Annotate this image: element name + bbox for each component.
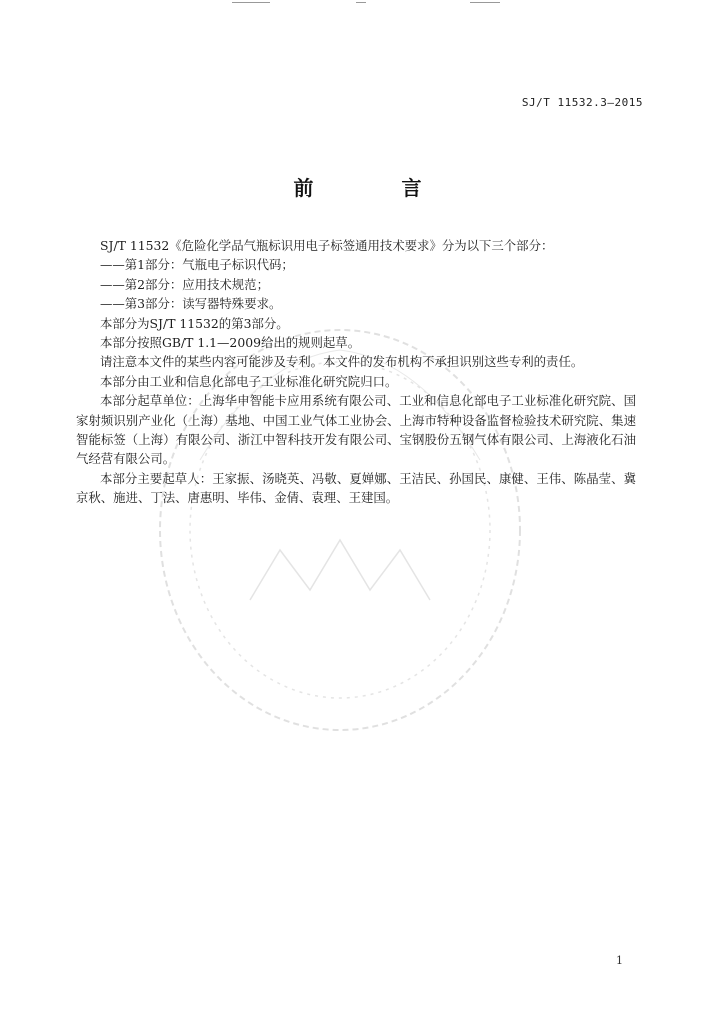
standard-code: SJ/T 11532.3—2015 (521, 96, 643, 109)
paragraph-drafting-rules: 本部分按照GB/T 1.1—2009给出的规则起草。 (100, 335, 361, 351)
paragraph-part-2: ——第2部分：应用技术规范； (100, 276, 269, 292)
paragraph-drafters: 本部分主要起草人：王家振、汤晓英、冯敬、夏婵娜、王洁民、孙国民、康健、王伟、陈晶莹、冀京秋、施进、丁法、唐惠明、毕伟、金倩、袁理、王建国。 (76, 470, 636, 506)
paragraph-intro: SJ/T 11532《危险化学品气瓶标识用电子标签通用技术要求》分为以下三个部分： (100, 238, 554, 253)
paragraph-part-1: ——第1部分：气瓶电子标识代码； (100, 257, 294, 273)
paragraph-part-3: ——第3部分：读写器特殊要求。 (100, 296, 282, 312)
paragraph-scope: 本部分为SJ/T 11532的第3部分。 (100, 315, 289, 331)
paragraph-patent-notice: 请注意本文件的某些内容可能涉及专利。本文件的发布机构不承担识别这些专利的责任。 (100, 354, 584, 370)
foreword-body (76, 236, 636, 508)
page-title: 前 言 (293, 176, 456, 200)
page-number: 1 (616, 954, 623, 967)
scan-edge-marks (0, 0, 715, 8)
paragraph-responsible-body: 本部分由工业和信息化部电子工业标准化研究院归口。 (100, 373, 398, 389)
paragraph-drafting-units: 本部分起草单位：上海华申智能卡应用系统有限公司、工业和信息化部电子工业标准化研究院、国家射频识别产业化（上海）基地、中国工业气体工业协会、上海市特种设备监督检验技术研究院、集速智能标签（上海）有限公司、浙江中智科技开发有限公司、宝钢股份五钢气体有限公司、上海液化石油气经营有限公司。 (76, 393, 636, 467)
